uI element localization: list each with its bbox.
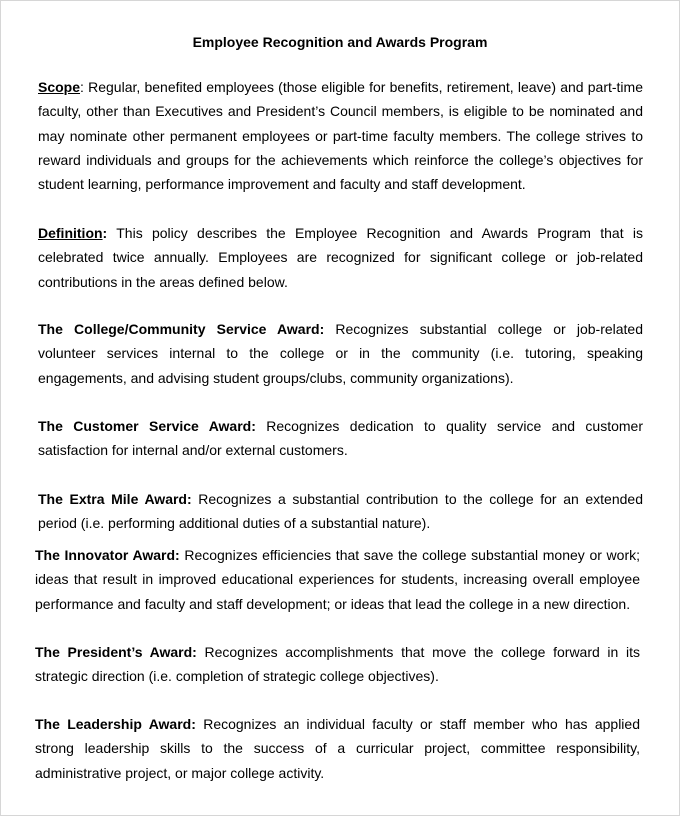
extra-mile-award-text: Recognizes a substantial contribution to the college for an extended period (i.e. performing additional duties of a substantial nature). [38,491,643,532]
definition-label: Definition [38,225,103,241]
scope-text: Regular, benefited employees (those eligible for benefits, retirement, leave) and part-time faculty, other than Executives and President’s Council members, is eligible to be nominated and may nominate other permanent employees or part-time faculty members. The college strives to reward individuals and groups for the achievements which reinforce the college’s objectives for student learning, performance improvement and faculty and staff development. [38,79,643,193]
presidents-award-label: The President’s Award: [35,644,197,660]
innovator-award-label: The Innovator Award: [35,547,180,563]
customer-service-award-label: The Customer Service Award: [38,418,256,434]
presidents-award-paragraph [35,640,640,689]
community-service-award-paragraph [38,317,643,390]
community-service-award-text: Recognizes substantial college or job-related volunteer services internal to the college or in the community (i.e. tutoring, speaking engagements, and advising student groups/clubs, community organizations). [38,321,644,386]
extra-mile-award-label: The Extra Mile Award: [38,491,192,507]
definition-text: This policy describes the Employee Recognition and Awards Program that is celebrated twice annually. Employees are recognized for significant college or job-related contributions in the areas defined below. [38,225,643,290]
presidents-award-text: Recognizes accomplishments that move the college forward in its strategic direction (i.e. completion of strategic college objectives). [35,644,640,685]
scope-separator: : [80,79,84,95]
scope-paragraph [38,75,643,196]
customer-service-award-text: Recognizes dedication to quality service and customer satisfaction for internal and/or external customers. [38,418,643,459]
document-title: Employee Recognition and Awards Program [192,34,488,50]
scope-label: Scope [38,79,81,95]
innovator-award-text: Recognizes efficiencies that save the college substantial money or work; ideas that result in improved educational experiences for students, increasing overall employee performance and faculty and staff development; or ideas that lead the college in a new direction. [35,547,641,612]
leadership-award-paragraph [35,712,640,785]
leadership-award-text: Recognizes an individual faculty or staff member who has applied strong leadership skills to the success of a curricular project, committee responsibility, administrative project, or major college activity. [35,716,640,781]
definition-separator: : [102,225,108,241]
customer-service-award-paragraph [38,414,643,463]
definition-paragraph [38,221,643,294]
innovator-award-paragraph [35,543,640,616]
leadership-award-label: The Leadership Award: [35,716,196,732]
community-service-award-label: The College/Community Service Award: [38,321,325,337]
extra-mile-award-paragraph [38,487,643,536]
